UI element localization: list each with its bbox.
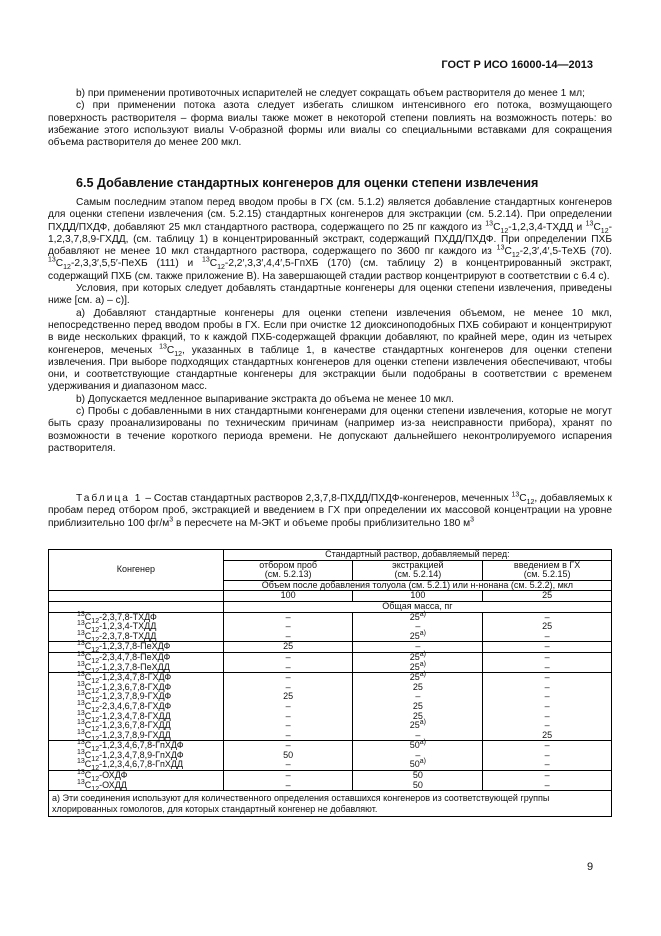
- isotope-count: 12: [91, 617, 100, 625]
- mass-value: $25^{а)}$: [353, 652, 483, 662]
- section-title: 6.5 Добавление стандартных конгенеров для оценки степени извлечения: [76, 176, 539, 190]
- isotope-count: 12: [91, 697, 100, 705]
- mass-value: –: [223, 663, 353, 673]
- paragraph-procedure: Самым последним этапом перед вводом пробы в ГХ (см. 5.1.2) является добавление стандартных конгенеров для оценки степени извлечения (см. 5.2.15) стандартных конгенеров для экстракции (см. 5.2.14). При определении ПХДД/ПХДФ, добавляют 25 мкл стандартного раствора, содержащего по 25 пг каждого из $^{13}С_{12}-1,2,3,4$-ТХДД и $^{13}С_{12}-1,2,3,7,8,9$-ГХДД, (см. таблицу 1) в концентрированный экстракт, содержащий ПХДД/ПХДФ. При определении ПХБ добавляют не менее 10 мкл стандартного раствора, содержащего по 3600 пг каждого из $^{13}С_{12}-2,3',4',5$-ТеХБ (70). $^{13}С_{12}-2,3,3',5,5'$-ПеХБ (111) и $^{13}С_{12}-2,2',3,3',4,4',5$-ГпХБ (170) (см. таблицу 2) в концентрированный экстракт, содержащий ПХБ (см. также приложение В). На завершающей стадии раствор концентрируют в соответствии с 6.4 с).: [48, 197, 612, 282]
- intro-item-b: b) при применении противоточных испарителей не следует сокращать объем растворителя до менее 1 мл;: [76, 88, 585, 99]
- mass-value: –: [483, 702, 612, 712]
- isotope-element: С: [84, 681, 92, 692]
- footnote-marker: а): [419, 719, 426, 727]
- mass-label: Общая масса, пг: [223, 601, 611, 612]
- footnote-marker: а): [419, 650, 426, 658]
- isotope-element: С: [166, 344, 175, 356]
- mass-value: –: [353, 622, 483, 632]
- isotope-mass: 13: [77, 699, 85, 707]
- mass-value: –: [483, 683, 612, 693]
- isotope-element: С: [84, 700, 92, 711]
- mass-value: $25^{а)}$: [353, 673, 483, 683]
- isotope-mass: 13: [77, 739, 85, 747]
- isotope-count: 12: [91, 746, 100, 754]
- mass-value: –: [223, 731, 353, 741]
- mass-value: 25: [353, 712, 483, 722]
- col-header-congener: Конгенер: [49, 550, 224, 591]
- isotope-count: 12: [91, 755, 100, 763]
- mass-value: –: [353, 692, 483, 702]
- isotope-count: 12: [91, 785, 100, 793]
- mass-value: –: [483, 673, 612, 683]
- congener-name: $^{13}С_{12}-1,2,3,4,7,8$-ГХДФ: [49, 673, 224, 683]
- congener-name: $^{13}С_{12}-1,2,3,7,8,9$-ГХДД: [49, 731, 224, 741]
- congener-name: $^{13}С_{12}-1,2,3,4,6,7,8$-ГпХДД: [49, 760, 224, 770]
- mass-value: –: [223, 632, 353, 642]
- isotope-element: С: [209, 258, 218, 270]
- footnote-marker: а): [419, 758, 426, 766]
- isotope-count: 12: [91, 657, 100, 665]
- mass-value: $25^{а)}$: [353, 663, 483, 673]
- isotope-count: 12: [217, 264, 225, 272]
- mass-value: –: [483, 721, 612, 731]
- isotope-mass: 13: [77, 709, 85, 717]
- table-label: Таблица 1: [76, 493, 143, 504]
- isotope-count: 12: [91, 725, 100, 733]
- congener-name: $^{13}С_{12}$-ОХДФ: [49, 771, 224, 781]
- congener-name: $^{13}С_{12}-1,2,3,7,8,9$-ГХДФ: [49, 692, 224, 702]
- mass-value: –: [483, 612, 612, 622]
- mass-value: –: [353, 751, 483, 761]
- isotope-mass: 13: [77, 769, 85, 777]
- mass-value: $25^{а)}$: [353, 721, 483, 731]
- table-row: [49, 771, 612, 781]
- isotope-element: С: [84, 779, 92, 790]
- mass-value: 25: [353, 683, 483, 693]
- mass-value: $50^{а)}$: [353, 760, 483, 770]
- isotope-mass: 13: [77, 748, 85, 756]
- composition-table: [48, 549, 612, 817]
- page-number: 9: [587, 861, 594, 873]
- volume-label: Объем после добавления толуола (см. 5.2.1) или н-нонана (см. 5.2.2), мкл: [223, 580, 611, 591]
- isotope-element: С: [519, 493, 527, 504]
- volume-value: 100: [223, 591, 353, 602]
- isotope-count: 12: [500, 227, 509, 235]
- footnote-marker: а): [419, 739, 426, 747]
- congener-name: $^{13}С_{12}-1,2,3,6,7,8$-ГХДД: [49, 721, 224, 731]
- mass-value: –: [353, 642, 483, 653]
- isotope-mass: 13: [77, 620, 85, 628]
- isotope-element: С: [84, 630, 92, 641]
- mass-value: –: [223, 781, 353, 791]
- isotope-element: С: [84, 710, 92, 721]
- isotope-count: 12: [91, 636, 100, 644]
- isotope-mass: 13: [159, 343, 167, 351]
- isotope-mass: 13: [77, 719, 85, 727]
- isotope-element: С: [55, 258, 64, 270]
- isotope-count: 12: [63, 264, 71, 272]
- table-row: [49, 642, 612, 653]
- isotope-count: 12: [91, 667, 100, 675]
- section-body: [48, 197, 612, 455]
- congener-name: $^{13}С_{12}-1,2,3,4,7,8,9$-ГпХДФ: [49, 751, 224, 761]
- isotope-mass: 13: [77, 728, 85, 736]
- mass-value: 25: [353, 702, 483, 712]
- mass-value: 50: [223, 751, 353, 761]
- mass-row-spacer: [49, 601, 224, 612]
- paragraph-conditions: Условия, при которых следует добавлять стандартные конгенеры для оценки степени извлечения, приведены ниже [см. а) – с)].: [48, 283, 612, 307]
- mass-value: –: [223, 683, 353, 693]
- isotope-count: 12: [91, 765, 100, 773]
- isotope-mass: 13: [77, 650, 85, 658]
- footnote-marker: а): [419, 629, 426, 637]
- isotope-element: С: [84, 720, 92, 731]
- isotope-mass: 13: [48, 257, 56, 265]
- isotope-element: С: [504, 246, 512, 258]
- table-footnote: а) Эти соединения используют для количественного определения оставшихся конгенеров из соответствующей группы хлорированных гомологов, для которых стандартный конгенер не добавляют.: [49, 791, 612, 817]
- isotope-mass: 13: [77, 640, 85, 648]
- isotope-count: 12: [91, 735, 100, 743]
- isotope-count: 12: [91, 626, 100, 634]
- isotope-element: С: [84, 611, 92, 622]
- mass-value: –: [483, 663, 612, 673]
- mass-value: –: [483, 632, 612, 642]
- congener-name: $^{13}С_{12}-2,3,7,8$-ТХДФ: [49, 612, 224, 622]
- isotope-mass: 13: [77, 610, 85, 618]
- paragraph-item-a: а) Добавляют стандартные конгенеры для оценки степени извлечения объемом, не менее 10 мкл, непосредственно перед вводом пробы в ГХ. Если при очистке 12 диоксиноподобных ПХБ собирают и концентрируют в виде нескольких фракций, то к каждой ПХБ-содержащей фракции добавляют, по крайней мере, один из четырех конгенеров, меченых $^{13}С_{12}$, указанных в таблице 1, в качестве стандартных конгенеров для оценки степени извлечения. При выборе подходящих стандартных конгенеров для оценки степени извлечения обеспечивают, чтобы они, и соответствующие стандартные конгенеры для экстракции были подобраны в соответствии с временем удерживания и диапазоном масс.: [48, 307, 612, 393]
- congener-name: $^{13}С_{12}-2,3,4,6,7,8$-ГХДФ: [49, 702, 224, 712]
- isotope-count: 12: [600, 227, 609, 235]
- mass-value: –: [483, 642, 612, 653]
- mass-value: 50: [353, 771, 483, 781]
- isotope-mass: 13: [77, 680, 85, 688]
- isotope-mass: 13: [77, 671, 85, 679]
- congener-name: $^{13}С_{12}-2,3,4,7,8$-ПеХДФ: [49, 652, 224, 662]
- intro-item-c: с) при применении потока азота следует избегать слишком интенсивного его потока, возмущающего поверхность растворителя – форма виалы также может в некоторой степени повлиять на возможность потерь: во избежание этого используют виалы V-образной формы или виалы со специальными вставками для сокращения объема растворителя до менее 200 мкл.: [48, 100, 612, 149]
- isotope-count: 12: [526, 499, 535, 507]
- paragraph-item-b: b) Допускается медленное выпаривание экстракта до объема не менее 10 мкл.: [76, 393, 454, 405]
- isotope-count: 12: [91, 677, 100, 685]
- isotope-mass: 13: [485, 220, 494, 228]
- mass-value: $25^{а)}$: [353, 612, 483, 622]
- congener-name: $^{13}С_{12}-1,2,3,4$-ТХДД: [49, 622, 224, 632]
- isotope-mass: 13: [496, 244, 505, 252]
- mass-value: –: [483, 771, 612, 781]
- mass-value: $50^{а)}$: [353, 741, 483, 751]
- table-row: [49, 760, 612, 770]
- table-row: [49, 781, 612, 791]
- isotope-mass: 13: [77, 660, 85, 668]
- mass-value: –: [223, 721, 353, 731]
- mass-value: –: [223, 712, 353, 722]
- isotope-count: 12: [174, 350, 183, 358]
- paragraph-item-c: с) Пробы с добавленными в них стандартными конгенерами для оценки степени извлечения, которые не могут быть сразу проанализированы по техническим причинам (например из-за неисправности прибора), хранят по возможности в течение короткого периода времени. Не допускают дальнейшего неконтролируемого испарения растворителя.: [48, 406, 612, 454]
- mass-value: –: [483, 692, 612, 702]
- isotope-count: 12: [91, 775, 100, 783]
- mass-value: –: [223, 673, 353, 683]
- col-header-extraction: экстракцией (см. 5.2.14): [353, 560, 483, 580]
- isotope-count: 12: [511, 252, 520, 260]
- mass-value: –: [483, 652, 612, 662]
- mass-value: –: [223, 622, 353, 632]
- volume-row-spacer: [49, 591, 224, 602]
- isotope-element: С: [84, 672, 92, 683]
- isotope-count: 12: [91, 706, 100, 714]
- isotope-element: С: [84, 770, 92, 781]
- table-caption: Таблица 1 – Состав стандартных растворов 2,3,7,8-ПХДД/ПХДФ-конгенеров, меченных $^{13}С_{12}$, добавляемых к пробам перед отбором проб, экстракцией и введением в ГХ при определении их массовой концентрации на уровне приблизительно 100 $фг/м^3$ в пересчете на М-ЭКТ и объеме пробы приблизительно 180 $м^3$: [48, 491, 612, 529]
- isotope-element: С: [84, 691, 92, 702]
- congener-name: $^{13}С_{12}-1,2,3,7,8$-ПеХДФ: [49, 642, 224, 653]
- footnote-marker: а): [419, 610, 426, 618]
- mass-value: –: [223, 760, 353, 770]
- isotope-element: С: [84, 729, 92, 740]
- congener-name: $^{13}С_{12}-2,3,7,8$-ТХДД: [49, 632, 224, 642]
- mass-value: 25: [483, 622, 612, 632]
- congener-name: $^{13}С_{12}-1,2,3,6,7,8$-ГХДФ: [49, 683, 224, 693]
- isotope-mass: 13: [585, 220, 594, 228]
- mass-value: 50: [353, 781, 483, 791]
- isotope-element: С: [84, 759, 92, 770]
- mass-value: 25: [223, 692, 353, 702]
- isotope-count: 12: [91, 647, 100, 655]
- col-header-injection: введением в ГХ (см. 5.2.15): [483, 560, 612, 580]
- isotope-element: С: [84, 740, 92, 751]
- intro-list: [48, 88, 612, 149]
- isotope-element: С: [84, 621, 92, 632]
- isotope-element: С: [84, 749, 92, 760]
- mass-value: –: [483, 781, 612, 791]
- isotope-element: С: [493, 221, 501, 233]
- isotope-mass: 13: [77, 690, 85, 698]
- isotope-count: 12: [91, 716, 100, 724]
- col-group-header: Стандартный раствор, добавляемый перед:: [223, 550, 611, 561]
- footnote-marker: а): [419, 671, 426, 679]
- isotope-mass: 13: [511, 491, 520, 499]
- isotope-mass: 13: [77, 758, 85, 766]
- volume-value: 25: [483, 591, 612, 602]
- mass-value: –: [483, 741, 612, 751]
- mass-value: –: [223, 612, 353, 622]
- isotope-element: С: [84, 651, 92, 662]
- footnote-marker: а): [419, 660, 426, 668]
- congener-name: $^{13}С_{12}-1,2,3,7,8$-ПеХДД: [49, 663, 224, 673]
- isotope-mass: 13: [77, 778, 85, 786]
- mass-value: 25: [483, 731, 612, 741]
- congener-name: $^{13}С_{12}-1,2,3,4,6,7,8$-ГпХДФ: [49, 741, 224, 751]
- mass-value: –: [223, 771, 353, 781]
- mass-value: –: [483, 760, 612, 770]
- col-header-sampling: отбором проб (см. 5.2.13): [223, 560, 353, 580]
- document-header: ГОСТ Р ИСО 16000-14—2013: [441, 59, 593, 71]
- isotope-mass: 13: [77, 629, 85, 637]
- isotope-element: С: [593, 221, 601, 233]
- isotope-count: 12: [91, 687, 100, 695]
- mass-value: –: [223, 741, 353, 751]
- volume-value: 100: [353, 591, 483, 602]
- isotope-element: С: [84, 641, 92, 652]
- isotope-mass: 13: [201, 257, 210, 265]
- mass-value: $25^{а)}$: [353, 632, 483, 642]
- congener-name: $^{13}С_{12}$-ОХДД: [49, 781, 224, 791]
- mass-value: –: [483, 751, 612, 761]
- isotope-element: С: [84, 661, 92, 672]
- mass-value: 25: [223, 642, 353, 653]
- mass-value: –: [223, 702, 353, 712]
- mass-value: –: [223, 652, 353, 662]
- mass-value: –: [483, 712, 612, 722]
- congener-name: $^{13}С_{12}-1,2,3,4,7,8$-ГХДД: [49, 712, 224, 722]
- mass-value: –: [353, 731, 483, 741]
